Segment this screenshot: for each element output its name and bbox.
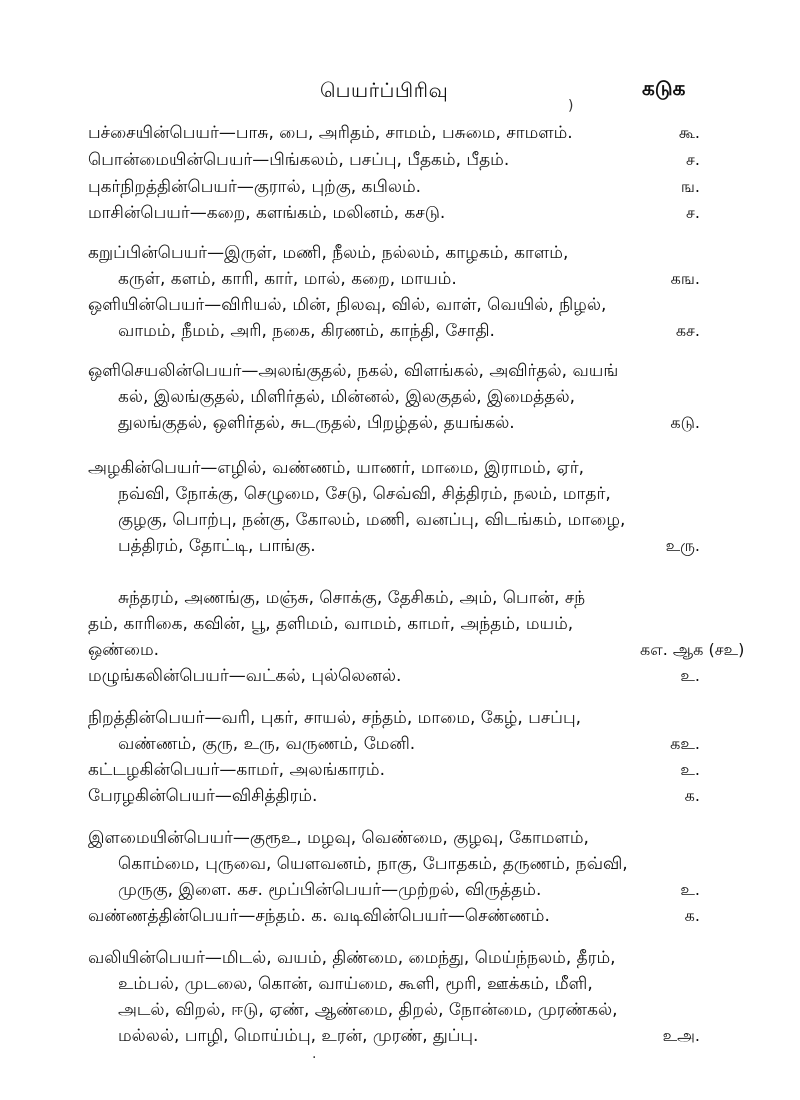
entry-line: தம், காரிகை, கவின், பூ, தளிமம், வாமம், காமர், அந்தம், மயம், (88, 614, 574, 634)
verse-number: கஉ. (670, 734, 700, 753)
entry-line: கொம்மை, புருவை, யௌவனம், நாகு, போதகம், தருணம், நவ்வி, (118, 854, 628, 874)
scan-mark: ) (568, 98, 574, 114)
entry-line: ஒண்மை. (88, 640, 160, 660)
entry-line: சுந்தரம், அணங்கு, மஞ்சு, சொக்கு, தேசிகம், அம், பொன், சந் (118, 588, 586, 608)
entry-line: இளமையின்பெயர்—குரூஉ, மழவு, வெண்மை, குழவு, கோமளம், (88, 828, 589, 848)
verse-number: ச. (686, 203, 700, 222)
verse-number: உ. (680, 666, 700, 685)
verse-number: உ. (680, 880, 700, 899)
entry-line: கல், இலங்குதல், மிளிர்தல், மின்னல், இலகுதல், இமைத்தல், (118, 387, 575, 407)
entry-line: பத்திரம், தோட்டி, பாங்கு. (118, 536, 316, 556)
verse-number: உ. (680, 760, 700, 779)
verse-number: ச. (686, 150, 700, 169)
entry-line: பொன்மையின்பெயர்—பிங்கலம், பசப்பு, பீதகம், பீதம். (88, 150, 510, 170)
page-title: பெயர்ப்பிரிவு (320, 78, 449, 102)
entry-line: நிறத்தின்பெயர்—வரி, புகர், சாயல், சந்தம், மாமை, கேழ், பசப்பு, (88, 708, 582, 728)
scan-mark: · (312, 1050, 317, 1066)
verse-number: க. (684, 786, 700, 805)
verse-number: கூ. (678, 123, 700, 142)
page-number: கடுக (642, 76, 686, 100)
entry-line: முருகு, இளை. கச. மூப்பின்பெயர்—முற்றல், விருத்தம். (118, 880, 542, 900)
entry-line: கட்டழகின்பெயர்—காமர், அலங்காரம். (88, 760, 386, 780)
entry-line: மாசின்பெயர்—கறை, களங்கம், மலினம், கசடு. (88, 203, 446, 223)
entry-line: கறுப்பின்பெயர்—இருள், மணி, நீலம், நல்லம், காழகம், காளம், (88, 243, 569, 263)
entry-line: வண்ணத்தின்பெயர்—சந்தம். க. வடிவின்பெயர்—செண்ணம். (88, 906, 550, 926)
entry-line: பேரழகின்பெயர்—விசித்திரம். (88, 786, 318, 806)
verse-number: கடு. (670, 413, 700, 432)
verse-number: ங. (680, 177, 700, 196)
entry-line: ஒளிசெயலின்பெயர்—அலங்குதல், நகல், விளங்கல், அவிர்தல், வயங் (88, 361, 619, 381)
entry-line: நவ்வி, நோக்கு, செழுமை, சேடு, செவ்வி, சித்திரம், நலம், மாதர், (118, 484, 611, 504)
verse-number: கஎ. ஆக (சஉ) (640, 640, 745, 659)
entry-line: கருள், களம், காரி, கார், மால், கறை, மாயம். (118, 269, 457, 289)
verse-number: க. (684, 906, 700, 925)
entry-line: மல்லல், பாழி, மொய்ம்பு, உரன், முரண், துப்பு. (118, 1026, 479, 1046)
entry-line: பச்சையின்பெயர்—பாசு, பை, அரிதம், சாமம், பசுமை, சாமளம். (88, 123, 573, 143)
entry-line: வண்ணம், குரு, உரு, வருணம், மேனி. (118, 734, 416, 754)
entry-line: மழுங்கலின்பெயர்—வட்கல், புல்லெனல். (88, 666, 402, 686)
entry-line: அழகின்பெயர்—எழில், வண்ணம், யாணர், மாமை, இராமம், ஏர், (88, 458, 585, 478)
verse-number: உஅ. (662, 1026, 700, 1045)
entry-line: புகர்நிறத்தின்பெயர்—குரால், புற்கு, கபிலம். (88, 177, 422, 197)
entry-line: துலங்குதல், ஒளிர்தல், சுடருதல், பிறழ்தல், தயங்கல். (118, 413, 515, 433)
verse-number: கச. (675, 321, 700, 340)
entry-line: ஒளியின்பெயர்—விரியல், மின், நிலவு, வில், வாள், வெயில், நிழல், (88, 295, 607, 315)
verse-number: கங. (670, 269, 700, 288)
entry-line: அடல், விறல், ஈடு, ஏண், ஆண்மை, திறல், நோன்மை, முரண்கல், (118, 1000, 618, 1020)
entry-line: உம்பல், முடலை, கொன், வாய்மை, கூளி, மூரி, ஊக்கம், மீளி, (118, 974, 593, 994)
entry-line: குழகு, பொற்பு, நன்கு, கோலம், மணி, வனப்பு, விடங்கம், மாழை, (118, 510, 626, 530)
verse-number: உரு. (665, 536, 700, 555)
entry-line: வலியின்பெயர்—மிடல், வயம், திண்மை, மைந்து, மெய்ந்நலம், தீரம், (88, 948, 616, 968)
entry-line: வாமம், நீமம், அரி, நகை, கிரணம், காந்தி, சோதி. (118, 321, 495, 341)
